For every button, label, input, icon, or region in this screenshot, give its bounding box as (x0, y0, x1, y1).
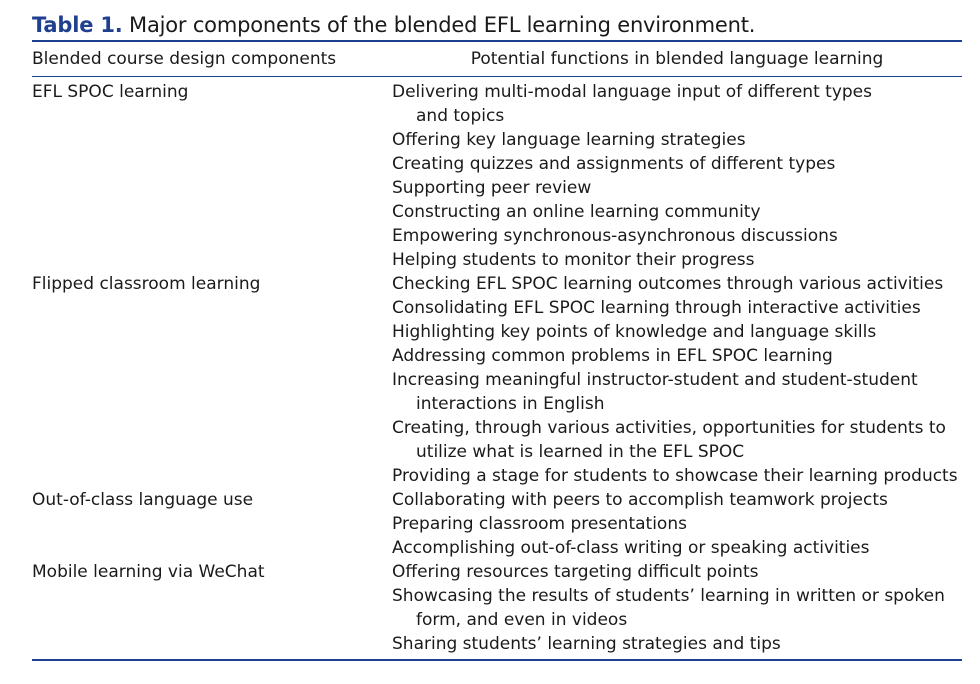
function-item (392, 488, 962, 512)
table-caption (32, 10, 962, 40)
function-line: Addressing common problems in EFL SPOC learning (392, 346, 833, 366)
function-item (392, 368, 962, 416)
function-item (392, 248, 962, 272)
function-item (392, 416, 962, 464)
function-line: Showcasing the results of students’ learning in written or spoken (392, 586, 945, 606)
component-cell: Flipped classroom learning (32, 274, 261, 294)
function-line: Sharing students’ learning strategies and tips (392, 634, 781, 654)
function-line: Providing a stage for students to showcase their learning products (392, 466, 958, 486)
function-item (392, 320, 962, 344)
function-item (392, 584, 962, 632)
function-line: Collaborating with peers to accomplish teamwork projects (392, 490, 888, 510)
function-item (392, 272, 962, 296)
functions-cell (392, 488, 962, 560)
function-item (392, 200, 962, 224)
functions-cell (392, 272, 962, 488)
table-container (32, 10, 962, 661)
function-item (392, 176, 962, 200)
function-line: Checking EFL SPOC learning outcomes through various activities (392, 274, 944, 294)
function-line: Helping students to monitor their progress (392, 250, 755, 270)
function-item (392, 560, 962, 584)
function-item (392, 128, 962, 152)
function-item (392, 344, 962, 368)
function-item (392, 152, 962, 176)
function-line: Offering resources targeting difficult points (392, 562, 759, 582)
function-continuation: utilize what is learned in the EFL SPOC (416, 442, 745, 462)
function-line: Offering key language learning strategies (392, 130, 746, 150)
function-item (392, 512, 962, 536)
table-header (32, 42, 962, 76)
function-line: Empowering synchronous-asynchronous discussions (392, 226, 838, 246)
function-line: Creating quizzes and assignments of different types (392, 154, 836, 174)
function-item (392, 296, 962, 320)
function-line: Consolidating EFL SPOC learning through interactive activities (392, 298, 921, 318)
function-line: Creating, through various activities, opportunities for students to (392, 418, 946, 438)
function-line: Delivering multi-modal language input of different types (392, 82, 872, 102)
table-label: Table 1. (32, 13, 123, 37)
function-item (392, 80, 962, 128)
function-continuation: interactions in English (416, 394, 605, 414)
table-caption-text: Major components of the blended EFL learning environment. (129, 13, 756, 37)
header-components: Blended course design components (32, 49, 337, 69)
function-item (392, 632, 962, 656)
component-cell: Mobile learning via WeChat (32, 562, 265, 582)
functions-cell (392, 560, 962, 656)
table-row (32, 560, 962, 656)
function-item (392, 536, 962, 560)
function-line: Preparing classroom presentations (392, 514, 687, 534)
table-row (32, 488, 962, 560)
table-row (32, 272, 962, 488)
functions-cell (392, 80, 962, 272)
function-line: Highlighting key points of knowledge and language skills (392, 322, 877, 342)
function-continuation: form, and even in videos (416, 610, 628, 630)
function-line: Increasing meaningful instructor-student and student-student (392, 370, 918, 390)
function-continuation: and topics (416, 106, 505, 126)
function-item (392, 464, 962, 488)
table-row (32, 80, 962, 272)
component-cell: Out-of-class language use (32, 490, 254, 510)
function-item (392, 224, 962, 248)
component-cell: EFL SPOC learning (32, 82, 189, 102)
function-line: Constructing an online learning community (392, 202, 761, 222)
function-line: Accomplishing out-of-class writing or speaking activities (392, 538, 870, 558)
bottom-rule (32, 659, 962, 661)
header-functions: Potential functions in blended language learning (470, 49, 884, 69)
table-body (32, 77, 962, 659)
function-line: Supporting peer review (392, 178, 592, 198)
